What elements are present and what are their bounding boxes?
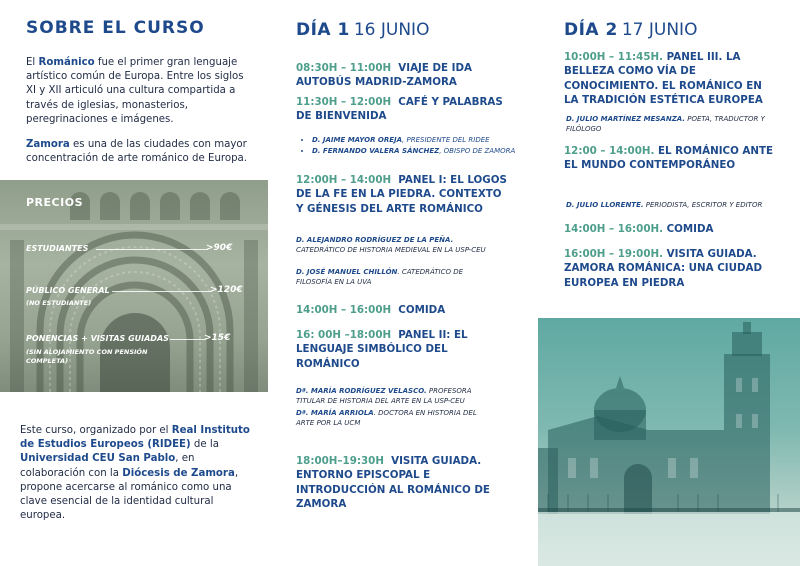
cathedral-illustration — [538, 318, 800, 566]
day1-label: DÍA 1 — [296, 20, 350, 40]
event-time: 14:00H – 16:00H. — [564, 223, 664, 235]
intro-paragraph-1 — [26, 56, 254, 127]
highlight-text: Románico — [38, 57, 95, 68]
day2-date: 17 JUNIO — [621, 20, 698, 40]
event-time: 14:00H – 16:00H — [296, 304, 392, 316]
precio-note-publico-general: (NO ESTUDIANTE) — [26, 299, 92, 307]
precio-label-ponencias: PONENCIAS + VISITAS GUIADAS — [26, 334, 169, 343]
day1-event-bienvenida — [296, 95, 508, 124]
event-title: PANEL III. LA BELLEZA COMO VÍA DE CONOCIMIENTO. EL ROMÁNICO EN LA TRADICIÓN ESTÉTICA EUROPEA — [564, 51, 763, 106]
precio-value-estudiantes: >90€ — [206, 243, 233, 253]
highlight-text: Zamora — [26, 139, 70, 150]
paragraph-text: es una de las ciudades con mayor concentración de arte románico de Europa. — [26, 139, 248, 165]
precio-note-ponencias: (SIN ALOJAMIENTO CON PENSIÓN COMPLETA) — [26, 348, 148, 365]
highlight-text: Real Instituto de Estudios Europeos (RIDEE) — [20, 425, 250, 451]
precio-leader-line — [96, 249, 208, 250]
event-title: COMIDA — [666, 223, 714, 235]
day2-panel-3-speaker: D. JULIO MARTÍNEZ MESANZA. POETA, TRADUCTOR Y FILÓLOGO — [566, 115, 765, 133]
paragraph-text: de la — [190, 439, 219, 451]
precios-title: PRECIOS — [26, 196, 83, 209]
speaker-item: • D. JAIME MAYOR OREJA, PRESIDENTE DEL RIDEE — [312, 135, 524, 146]
day2-event-comida — [564, 222, 778, 236]
event-title: VIAJE DE IDA AUTOBÚS MADRID-ZAMORA — [296, 62, 473, 89]
day1-date: 16 JUNIO — [353, 20, 430, 40]
precio-leader-line — [170, 339, 206, 340]
event-title: COMIDA — [398, 304, 446, 316]
day1-event-panel-2 — [296, 328, 508, 371]
day2-panel-4-speaker: D. JULIO LLORENTE. PERIODISTA, ESCRITOR Y EDITOR — [566, 201, 763, 209]
precio-label-estudiantes: ESTUDIANTES — [26, 244, 89, 253]
day2-event-visita-guiada — [564, 247, 778, 290]
event-time: 16: 00H –18:00H — [296, 329, 392, 341]
section-title-sobre-el-curso: SOBRE EL CURSO — [26, 18, 205, 38]
highlight-text: Universidad CEU San Pablo — [20, 453, 176, 465]
event-time: 08:30H – 11:00H — [296, 62, 392, 74]
day1-panel-1-speaker-1: D. ALEJANDRO RODRÍGUEZ DE LA PEÑA. CATEDRÁTICO DE HISTORIA MEDIEVAL EN LA USP-CEU — [296, 236, 486, 254]
event-time: 16:00H – 19:00H. — [564, 248, 664, 260]
paragraph-text: , en colaboración con la — [20, 453, 195, 479]
precio-label-publico-general: PÚBLICO GENERAL — [26, 286, 110, 295]
event-time: 18:00H–19:30H — [296, 455, 384, 467]
event-title: CAFÉ Y PALABRAS DE BIENVENIDA — [296, 96, 503, 123]
day1-panel-2-speaker-2: Dª. MARÍA ARRIOLA. DOCTORA EN HISTORIA DEL ARTE POR LA UCM — [296, 409, 477, 427]
day1-event-panel-1 — [296, 173, 508, 216]
paragraph-text: Este curso, organizado por el — [20, 425, 172, 436]
speaker-item: • D. FERNANDO VALERA SÁNCHEZ, OBISPO DE ZAMORA — [312, 146, 524, 157]
precio-value-ponencias: >15€ — [204, 333, 231, 343]
day2-label: DÍA 2 — [564, 20, 618, 40]
precios-box — [0, 180, 268, 392]
paragraph-text: El — [26, 57, 39, 68]
event-title: EL ROMÁNICO ANTE EL MUNDO CONTEMPORÁNEO — [564, 145, 774, 172]
day2-heading — [564, 20, 697, 40]
day2-event-panel-3 — [564, 50, 778, 107]
event-time: 10:00H – 11:45H. — [564, 51, 664, 63]
precio-value-publico-general: >120€ — [210, 285, 243, 295]
intro-paragraph-2 — [26, 138, 260, 166]
paragraph-text: , propone acercarse al románico como una clave esencial de la identidad cultural europea. — [20, 467, 239, 522]
event-title: PANEL II: EL LENGUAJE SIMBÓLICO DEL ROMÁNICO — [296, 329, 468, 370]
day1-bienvenida-speakers — [298, 135, 524, 157]
day1-event-viaje — [296, 61, 508, 90]
event-time: 12:00 – 14:00H. — [564, 145, 655, 157]
event-title: VISITA GUIADA. ENTORNO EPISCOPAL E INTRODUCCIÓN AL ROMÁNICO DE ZAMORA — [296, 455, 490, 510]
day1-panel-1-speaker-2: D. JOSÉ MANUEL CHILLÓN. CATEDRÁTICO DE FILOSOFÍA EN LA UVA — [296, 268, 464, 286]
event-title: VISITA GUIADA. ZAMORA ROMÁNICA: UNA CIUDAD EUROPEA EN PIEDRA — [564, 248, 763, 289]
highlight-text: Diócesis de Zamora — [122, 467, 235, 479]
precio-leader-line — [112, 291, 212, 292]
day1-event-comida — [296, 303, 508, 317]
course-description-paragraph — [20, 424, 258, 523]
zamora-cathedral-photo — [538, 318, 800, 566]
day1-heading — [296, 20, 429, 40]
event-time: 12:00H – 14:00H — [296, 174, 392, 186]
day1-event-visita-guiada — [296, 454, 506, 511]
paragraph-text: fue el primer gran lenguaje artístico común de Europa. Entre los siglos XI y XII articuló una cultura compartida a través de iglesias, monasterios, peregrinaciones e imágenes. — [26, 57, 244, 125]
day2-event-panel-4 — [564, 144, 778, 173]
day1-panel-2-speaker-1: Dª. MARÍA RODRÍGUEZ VELASCO. PROFESORA TITULAR DE HISTORIA DEL ARTE EN LA USP-CEU — [296, 387, 472, 405]
event-time: 11:30H – 12:00H — [296, 96, 392, 108]
event-title: PANEL I: EL LOGOS DE LA FE EN LA PIEDRA. CONTEXTO Y GÉNESIS DEL ARTE ROMÁNICO — [296, 174, 507, 215]
